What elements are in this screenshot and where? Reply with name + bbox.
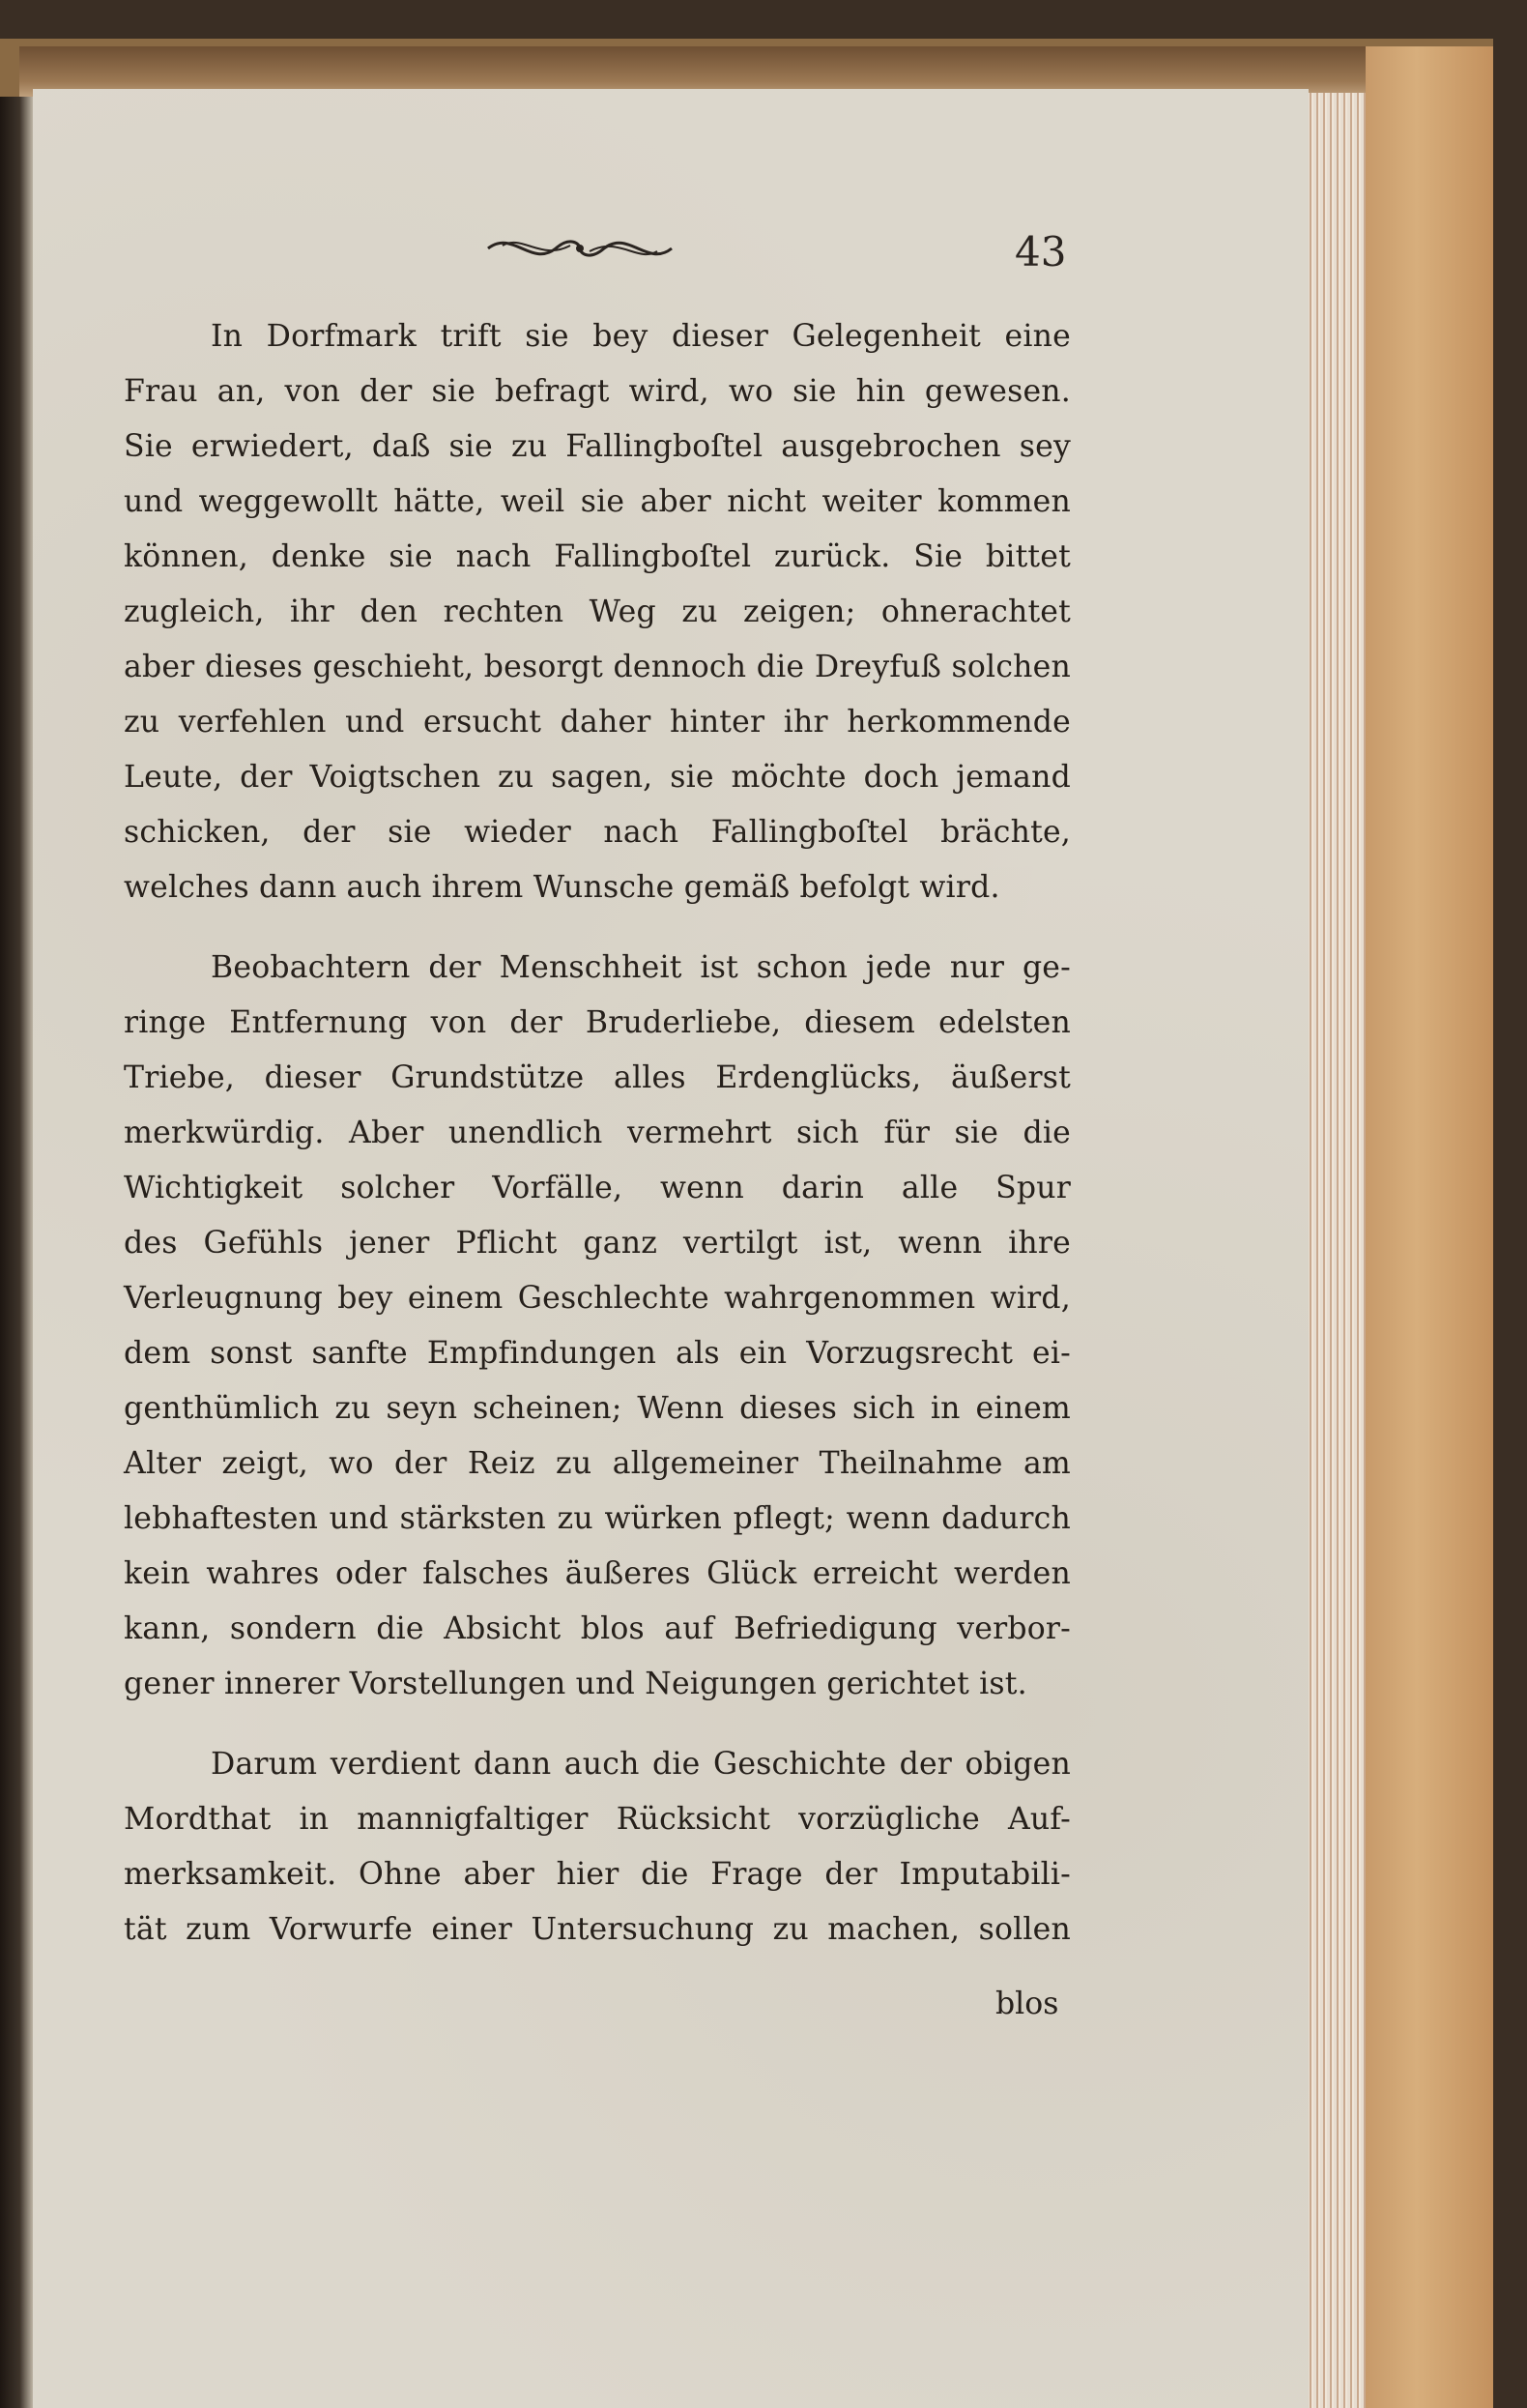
text-line: zugleich, ihr den rechten Weg zu zeigen; ohnerachtet <box>124 595 1071 629</box>
body-text <box>124 309 1071 1983</box>
catchword: blos <box>995 1987 1059 2021</box>
ornament-icon <box>483 224 677 273</box>
text-line: tät zum Vorwurfe einer Untersuchung zu machen, sollen <box>124 1912 1071 1947</box>
text-line: können, denke sie nach Fallingboſtel zurück. Sie bittet <box>124 539 1071 574</box>
paragraph-1 <box>124 309 1071 915</box>
text-line: schicken, der sie wieder nach Fallingboſtel brächte, <box>124 815 1071 850</box>
text-line: gener innerer Vorstellungen und Neigungen gerichtet ist. <box>124 1667 1027 1701</box>
text-line: In Dorfmark trift sie bey dieser Gelegenheit eine <box>211 319 1071 354</box>
text-line: Triebe, dieser Grundstütze alles Erdenglücks, äußerst <box>124 1060 1071 1095</box>
text-line: Verleugnung bey einem Geschlechte wahrgenommen wird, <box>124 1281 1071 1316</box>
text-line: Beobachtern der Menschheit ist schon jede nur ge- <box>211 950 1071 985</box>
text-line: dem sonst sanfte Empfindungen als ein Vorzugsrecht ei- <box>124 1336 1071 1371</box>
paragraph-3 <box>124 1737 1071 1958</box>
text-line: Wichtigkeit solcher Vorfälle, wenn darin alle Spur <box>124 1171 1071 1205</box>
text-line: Alter zeigt, wo der Reiz zu allgemeiner Theilnahme am <box>124 1446 1071 1481</box>
text-line: Mordthat in mannigfaltiger Rücksicht vorzügliche Auf- <box>124 1802 1071 1837</box>
text-line: kein wahres oder falsches äußeres Glück erreicht werden <box>124 1556 1071 1591</box>
text-line: und weggewollt hätte, weil sie aber nicht weiter kommen <box>124 484 1071 519</box>
text-line: ringe Entfernung von der Bruderliebe, diesem edelsten <box>124 1005 1071 1040</box>
text-line: kann, sondern die Absicht blos auf Befriedigung verbor- <box>124 1611 1071 1646</box>
text-line: genthümlich zu seyn scheinen; Wenn dieses sich in einem <box>124 1391 1071 1426</box>
text-line: welches dann auch ihrem Wunsche gemäß befolgt wird. <box>124 870 1000 905</box>
text-line: aber dieses geschieht, besorgt dennoch die Dreyfuß solchen <box>124 650 1071 684</box>
book-cover-edge <box>1366 46 1493 2408</box>
text-line: zu verfehlen und ersucht daher hinter ihr herkommende <box>124 705 1071 740</box>
text-line: Leute, der Voigtschen zu sagen, sie möchte doch jemand <box>124 760 1071 795</box>
text-line: merkwürdig. Aber unendlich vermehrt sich für sie die <box>124 1116 1071 1150</box>
text-line: merksamkeit. Ohne aber hier die Frage der Imputabili- <box>124 1857 1071 1892</box>
paragraph-2 <box>124 941 1071 1712</box>
book-spine <box>0 97 33 2408</box>
text-line: Darum verdient dann auch die Geschichte der obigen <box>211 1747 1071 1782</box>
text-line: des Gefühls jener Pflicht ganz vertilgt ist, wenn ihre <box>124 1226 1071 1261</box>
text-line: lebhaftesten und stärksten zu würken pflegt; wenn dadurch <box>124 1501 1071 1536</box>
text-line: Frau an, von der sie befragt wird, wo sie hin gewesen. <box>124 374 1071 409</box>
page-number: 43 <box>1015 228 1067 276</box>
text-line: Sie erwiedert, daß sie zu Fallingboſtel ausgebrochen sey <box>124 429 1071 464</box>
page-edges <box>1300 93 1366 2408</box>
